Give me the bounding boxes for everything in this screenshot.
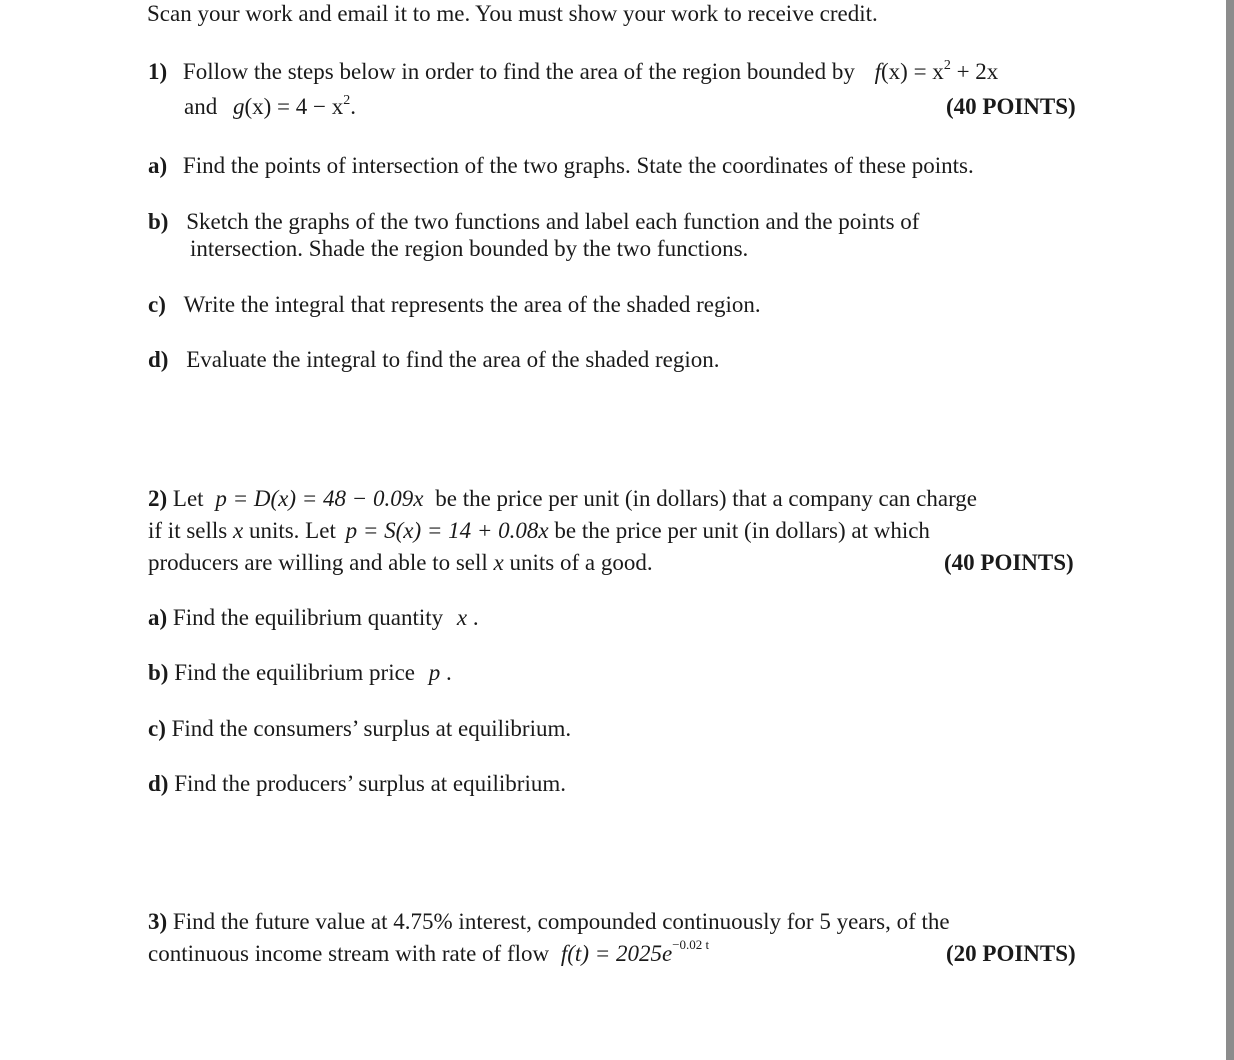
q2-part-a-end: . [472,605,479,630]
q2-part-c [148,715,571,743]
q1-part-d [148,346,719,374]
q2-part-b-label: b) [148,660,169,685]
q2-part-a-var: x [456,605,468,630]
q3-line2-text: continuous income stream with rate of flow [148,941,550,966]
q2-part-b-text: Find the equilibrium price [174,660,416,685]
q2-line3 [148,549,653,577]
q1-f-tail: + 2x [950,59,999,84]
q2-x-var-2: x [493,550,504,575]
q1-g-tail: . [350,94,356,119]
q1-g-rhs: (x) = 4 − x [244,94,344,119]
q2-part-a-text: Find the equilibrium quantity [172,605,444,630]
intro-text: Scan your work and email it to me. You must show your work to receive credit. [147,1,878,26]
q1-g-exponent: 2 [343,93,351,108]
q3-number: 3) [148,909,168,934]
q1-part-b-text: Sketch the graphs of the two functions and label each function and the points of [186,209,920,234]
q2-part-a-label: a) [148,605,168,630]
q1-f-rhs: (x) = x [881,59,944,84]
q2-part-b-var: p [428,660,441,685]
q2-part-b [148,659,452,687]
q1-and: and [184,94,218,119]
q1-part-c-label: c) [148,292,166,317]
q2-part-d-text: Find the producers’ surplus at equilibrium. [174,771,566,796]
q1-line2 [184,93,356,121]
q3-points: (20 POINTS) [946,941,1076,966]
q1-part-a [148,152,974,180]
q2-part-b-end: . [446,660,452,685]
q3-line2 [148,937,710,968]
q2-line2-mid: units. Let [248,518,336,543]
viewer-scrollbar[interactable] [1226,0,1234,1060]
q1-part-d-label: d) [148,347,169,372]
q1-part-d-text: Evaluate the integral to find the area of the shaded region. [186,347,720,372]
q2-line3-post: units of a good. [509,550,653,575]
q1-f-exponent: 2 [943,58,951,73]
q1-number: 1) [148,59,168,84]
q1-part-c-text: Write the integral that represents the area of the shaded region. [183,292,761,317]
q1-points: (40 POINTS) [946,94,1076,119]
q2-demand-equation: p = D(x) = 48 − 0.09x [215,486,424,511]
q1-part-b-text2: intersection. Shade the region bounded by the two functions. [190,236,749,261]
q2-part-d-label: d) [148,771,169,796]
q2-line3-pre: producers are willing and able to sell [148,550,488,575]
q2-line2-post: be the price per unit (in dollars) at which [554,518,930,543]
q1-text: Follow the steps below in order to find the area of the region bounded by [182,59,855,84]
q1-part-a-text: Find the points of intersection of the two graphs. State the coordinates of these points. [182,153,974,178]
q2-part-c-label: c) [148,716,166,741]
q2-line2 [148,517,930,545]
q2-part-c-text: Find the consumers’ surplus at equilibrium. [171,716,572,741]
q2-line1 [148,485,977,513]
q3-exponent: −0.02 t [672,937,710,952]
q2-line1-post: be the price per unit (in dollars) that a company can charge [435,486,978,511]
q3-formula: f(t) = 2025e [560,941,673,966]
q2-part-a [148,604,479,632]
q1-line1 [148,58,998,86]
q1-part-a-label: a) [148,153,168,178]
q2-line2-pre: if it sells [148,518,228,543]
q2-part-d [148,770,566,798]
q2-x-var-1: x [232,518,244,543]
q3-line1-text: Find the future value at 4.75% interest, compounded continuously for 5 years, of the [172,909,950,934]
q1-g-name: g [232,94,245,119]
q2-supply-equation: p = S(x) = 14 + 0.08x [345,518,549,543]
q1-part-b-label: b) [148,209,169,234]
q2-points: (40 POINTS) [944,550,1074,575]
q1-part-b [148,208,919,236]
q1-f-name: f [874,59,882,84]
q2-line1-pre: Let [172,486,204,511]
q3-line1 [148,908,950,936]
q2-number: 2) [148,486,168,511]
q1-part-c [148,291,761,319]
